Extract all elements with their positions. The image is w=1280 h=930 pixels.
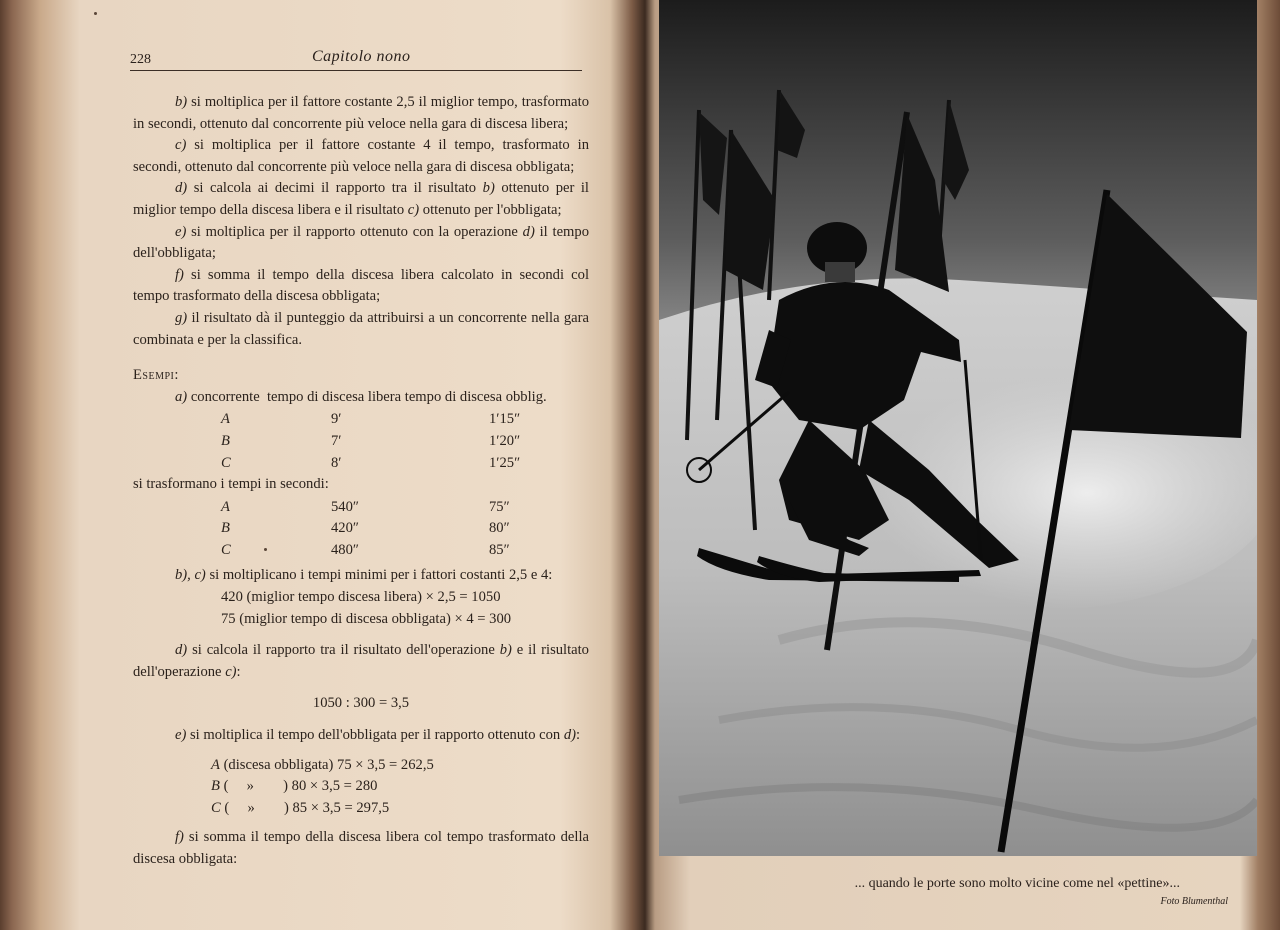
table-row xyxy=(221,540,589,562)
cell-obbligata: 80″ xyxy=(489,520,510,537)
paragraph-e: e) si moltiplica per il rapporto ottenuto con la operazione d) il tempo dell'obbligata; xyxy=(133,223,589,262)
cell-libera: 480″ xyxy=(331,541,359,558)
cell-who: C xyxy=(221,454,231,471)
example-a-intro: a) concorrente tempo di discesa libera tempo di discesa obblig. xyxy=(175,388,547,405)
paper-speck xyxy=(264,548,267,551)
table-row xyxy=(221,497,589,519)
cell-obbligata: 1′15″ xyxy=(489,411,521,428)
cell-obbligata: 85″ xyxy=(489,541,510,558)
cell-obbligata: 1′20″ xyxy=(489,432,521,449)
product-line: C ( » ) 85 × 3,5 = 297,5 xyxy=(211,799,390,816)
convert-intro: si trasformano i tempi in secondi: xyxy=(133,476,329,493)
product-line: B ( » ) 80 × 3,5 = 280 xyxy=(211,778,378,795)
table-row xyxy=(221,518,589,540)
paragraph-f: f) si somma il tempo della discesa libera calcolato in secondi col tempo trasformato della discesa obbligata; xyxy=(133,266,589,305)
example-d: d) si calcola il rapporto tra il risultato dell'operazione b) e il risultato dell'operazione c): xyxy=(133,642,589,680)
table-row xyxy=(221,453,589,475)
bc-line-1: 420 (miglior tempo discesa libera) × 2,5 = 1050 xyxy=(221,589,501,606)
example-bc: b), c) si moltiplicano i tempi minimi per i fattori costanti 2,5 e 4: xyxy=(175,567,553,584)
product-line: A (discesa obbligata) 75 × 3,5 = 262,5 xyxy=(211,756,434,773)
times-table xyxy=(221,409,589,474)
running-header xyxy=(130,48,582,71)
photo-caption: ... quando le porte sono molto vicine come nel «pettine»... xyxy=(854,876,1180,891)
page-number: 228 xyxy=(130,52,151,67)
products-list xyxy=(211,755,589,820)
paragraph-g: g) il risultato dà il punteggio da attribuirsi a un concorrente nella gara combinata e per la classifica. xyxy=(133,309,589,348)
table-row xyxy=(221,409,589,431)
paragraph-c: c) si moltiplica per il fattore costante 4 il tempo, trasformato in secondi, ottenuto dal concorrente più veloce nella gara di discesa obbligata; xyxy=(133,137,589,175)
cell-libera: 7′ xyxy=(331,432,342,449)
cell-libera: 540″ xyxy=(331,498,359,515)
body-text xyxy=(133,92,589,871)
cell-who: C xyxy=(221,541,231,558)
photo-credit: Foto Blumenthal xyxy=(1160,896,1228,907)
paragraph-b: b) si moltiplica per il fattore costante 2,5 il miglior tempo, trasformato in secondi, ottenuto dal concorrente più veloce nella gara di discesa libera; xyxy=(133,94,589,132)
cell-obbligata: 75″ xyxy=(489,498,510,515)
example-f: f) si somma il tempo della discesa libera col tempo trasformato della discesa obbligata: xyxy=(133,829,589,867)
examples-heading: Esempi: xyxy=(133,367,179,384)
paragraph-d: d) si calcola ai decimi il rapporto tra il risultato b) ottenuto per il miglior tempo della discesa libera e il risultato c) ottenuto per l'obbligata; xyxy=(133,180,589,218)
cell-who: A xyxy=(221,498,230,515)
seconds-table xyxy=(221,497,589,562)
bc-line-2: 75 (miglior tempo di discesa obbligata) × 4 = 300 xyxy=(221,610,512,627)
chapter-title: Capitolo nono xyxy=(312,48,411,65)
cell-who: A xyxy=(221,411,230,428)
cell-who: B xyxy=(221,520,230,537)
example-e: e) si moltiplica il tempo dell'obbligata per il rapporto ottenuto con d): xyxy=(175,727,581,744)
table-row xyxy=(221,431,589,453)
cell-libera: 9′ xyxy=(331,411,342,428)
paper-speck xyxy=(94,12,97,15)
slalom-skier-photo xyxy=(659,0,1257,856)
cell-who: B xyxy=(221,432,230,449)
cell-libera: 420″ xyxy=(331,520,359,537)
cell-libera: 8′ xyxy=(331,454,342,471)
cell-obbligata: 1′25″ xyxy=(489,454,521,471)
ratio-formula: 1050 : 300 = 3,5 xyxy=(312,695,410,712)
photo-illustration xyxy=(659,0,1257,856)
